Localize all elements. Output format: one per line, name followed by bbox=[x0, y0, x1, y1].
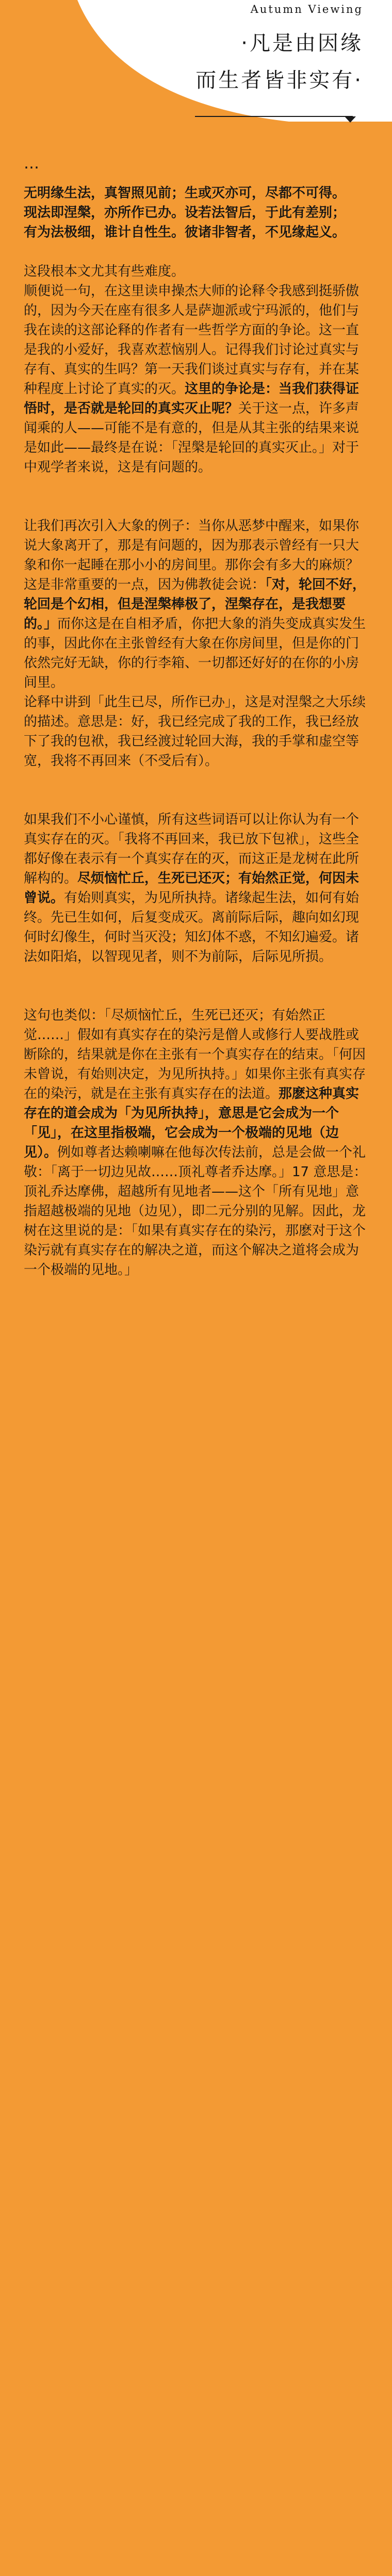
verse-line-1: 无明缘生法，真智照见前；生或灭亦可，尽都不可得。 bbox=[24, 185, 346, 201]
title-line-2: 而生者皆非实有· bbox=[195, 69, 363, 92]
article-body bbox=[24, 183, 368, 1280]
intro-ellipsis: … bbox=[24, 155, 40, 173]
paragraph-2b: 论释中讲到「此生已尽，所作已办」，这是对涅槃之大乐续的描述。意思是：好，我已经完成了我的工作，我已经放下了我的包袱，我已经渡过轮回大海，我的手掌和虚空等宽，我将不再回来（不受后有）。 bbox=[24, 694, 366, 769]
title-line-1: ·凡是由因缘 bbox=[241, 31, 363, 55]
paragraph-1a: 这段根本文尤其有些难度。 bbox=[24, 264, 185, 279]
paragraph-2: 让我们再次引入大象的例子：当你从恶梦中醒来，如果你说大象离开了，那是有问题的，因为那表示曾经有一只大象和你一起睡在那小小的房间里。那你会有多大的麻烦？这是非常重要的一点，因为佛教徒会说：「对，轮回不好，轮回是个幻相，但是涅槃棒极了，涅槃存在，是我想要的。」而你这是在自相矛盾，你把大象的消失变成真实发生的事，因此你在主张曾经有大象在你房间里，但是你的门依然完好无缺，你的行李箱、一切都还好好的在你的小房间里。 bbox=[24, 518, 366, 690]
verse-line-2: 现法即涅槃，亦所作已办。设若法智后，于此有差别； bbox=[24, 205, 346, 221]
header-curve bbox=[0, 0, 392, 124]
paragraph-4: 这句也类似：「尽烦恼忙丘，生死已还灭；有始然正觉……」假如有真实存在的染污是僧人或修行人要战胜或断除的，结果就是你在主张有一个真实存在的结束。「何因未曾说，有始则决定，为见所执持。」如果你主张有真实存在的染污，就是在主张有真实存在的法道。那麽这种真实存在的道会成为「为见所执持」，意思是它会成为一个「见」，在这里指极端，它会成为一个极端的见地（边见）。例如尊者达赖喇嘛在他每次传法前，总是会做一个礼敬：「离于一切边见故……顶礼尊者乔达摩。」17 意思是：顶礼乔达摩佛，超越所有见地者——这个「所有见地」意指超越极端的见地（边见），即二元分别的见解。因此，龙树在这里说的是：「如果有真实存在的染污，那麽对于这个染污就有真实存在的解决之道，而这个解决之道将会成为一个极端的见地。」 bbox=[24, 1008, 367, 1278]
header bbox=[0, 0, 392, 124]
brand-label: Autumn Viewing bbox=[250, 3, 363, 15]
title-triangle-icon bbox=[345, 116, 356, 123]
paragraph-3: 如果我们不小心谨慎，所有这些词语可以让你认为有一个真实存在的灭。「我将不再回来，我已放下包袱」，这些全都好像在表示有一个真实存在的灭，而这正是龙树在此所解构的。尽烦恼忙丘，生死已还灭；有始然正觉，何因未曾说。有始则真实，为见所执持。诸缘起生法，如何有始终。先已生如何，后复变成灭。离前际后际，趣向如幻现何时幻像生，何时当灭没；知幻体不惑，不知幻遍爱。诸法如阳焰，以智现见者，则不为前际，后际见所损。 bbox=[24, 812, 360, 964]
paragraph-1: 顺便说一句，在这里读申操杰大师的论释令我感到挺骄傲的，因为今天在座有很多人是萨迦派或宁玛派的，他们与我在读的这部论释的作者有一些哲学方面的争论。这一直是我的小爱好，我喜欢惹恼别人。记得我们讨论过真实与存有、真实的生吗？第一天我们谈过真实与存有，并在某种程度上讨论了真实的灭。这里的争论是：当我们获得证悟时，是否就是轮回的真实灭止呢？关于这一点，许多声闻乘的人——可能不是有意的，但是从其主张的结果来说是如此——最终是在说：「涅槃是轮回的真实灭止。」对于中观学者来说，这是有问题的。 bbox=[24, 283, 360, 475]
verse-line-3: 有为法极细，谁计自性生。彼诸非智者，不见缘起义。 bbox=[24, 225, 346, 240]
title-underline bbox=[195, 116, 353, 117]
